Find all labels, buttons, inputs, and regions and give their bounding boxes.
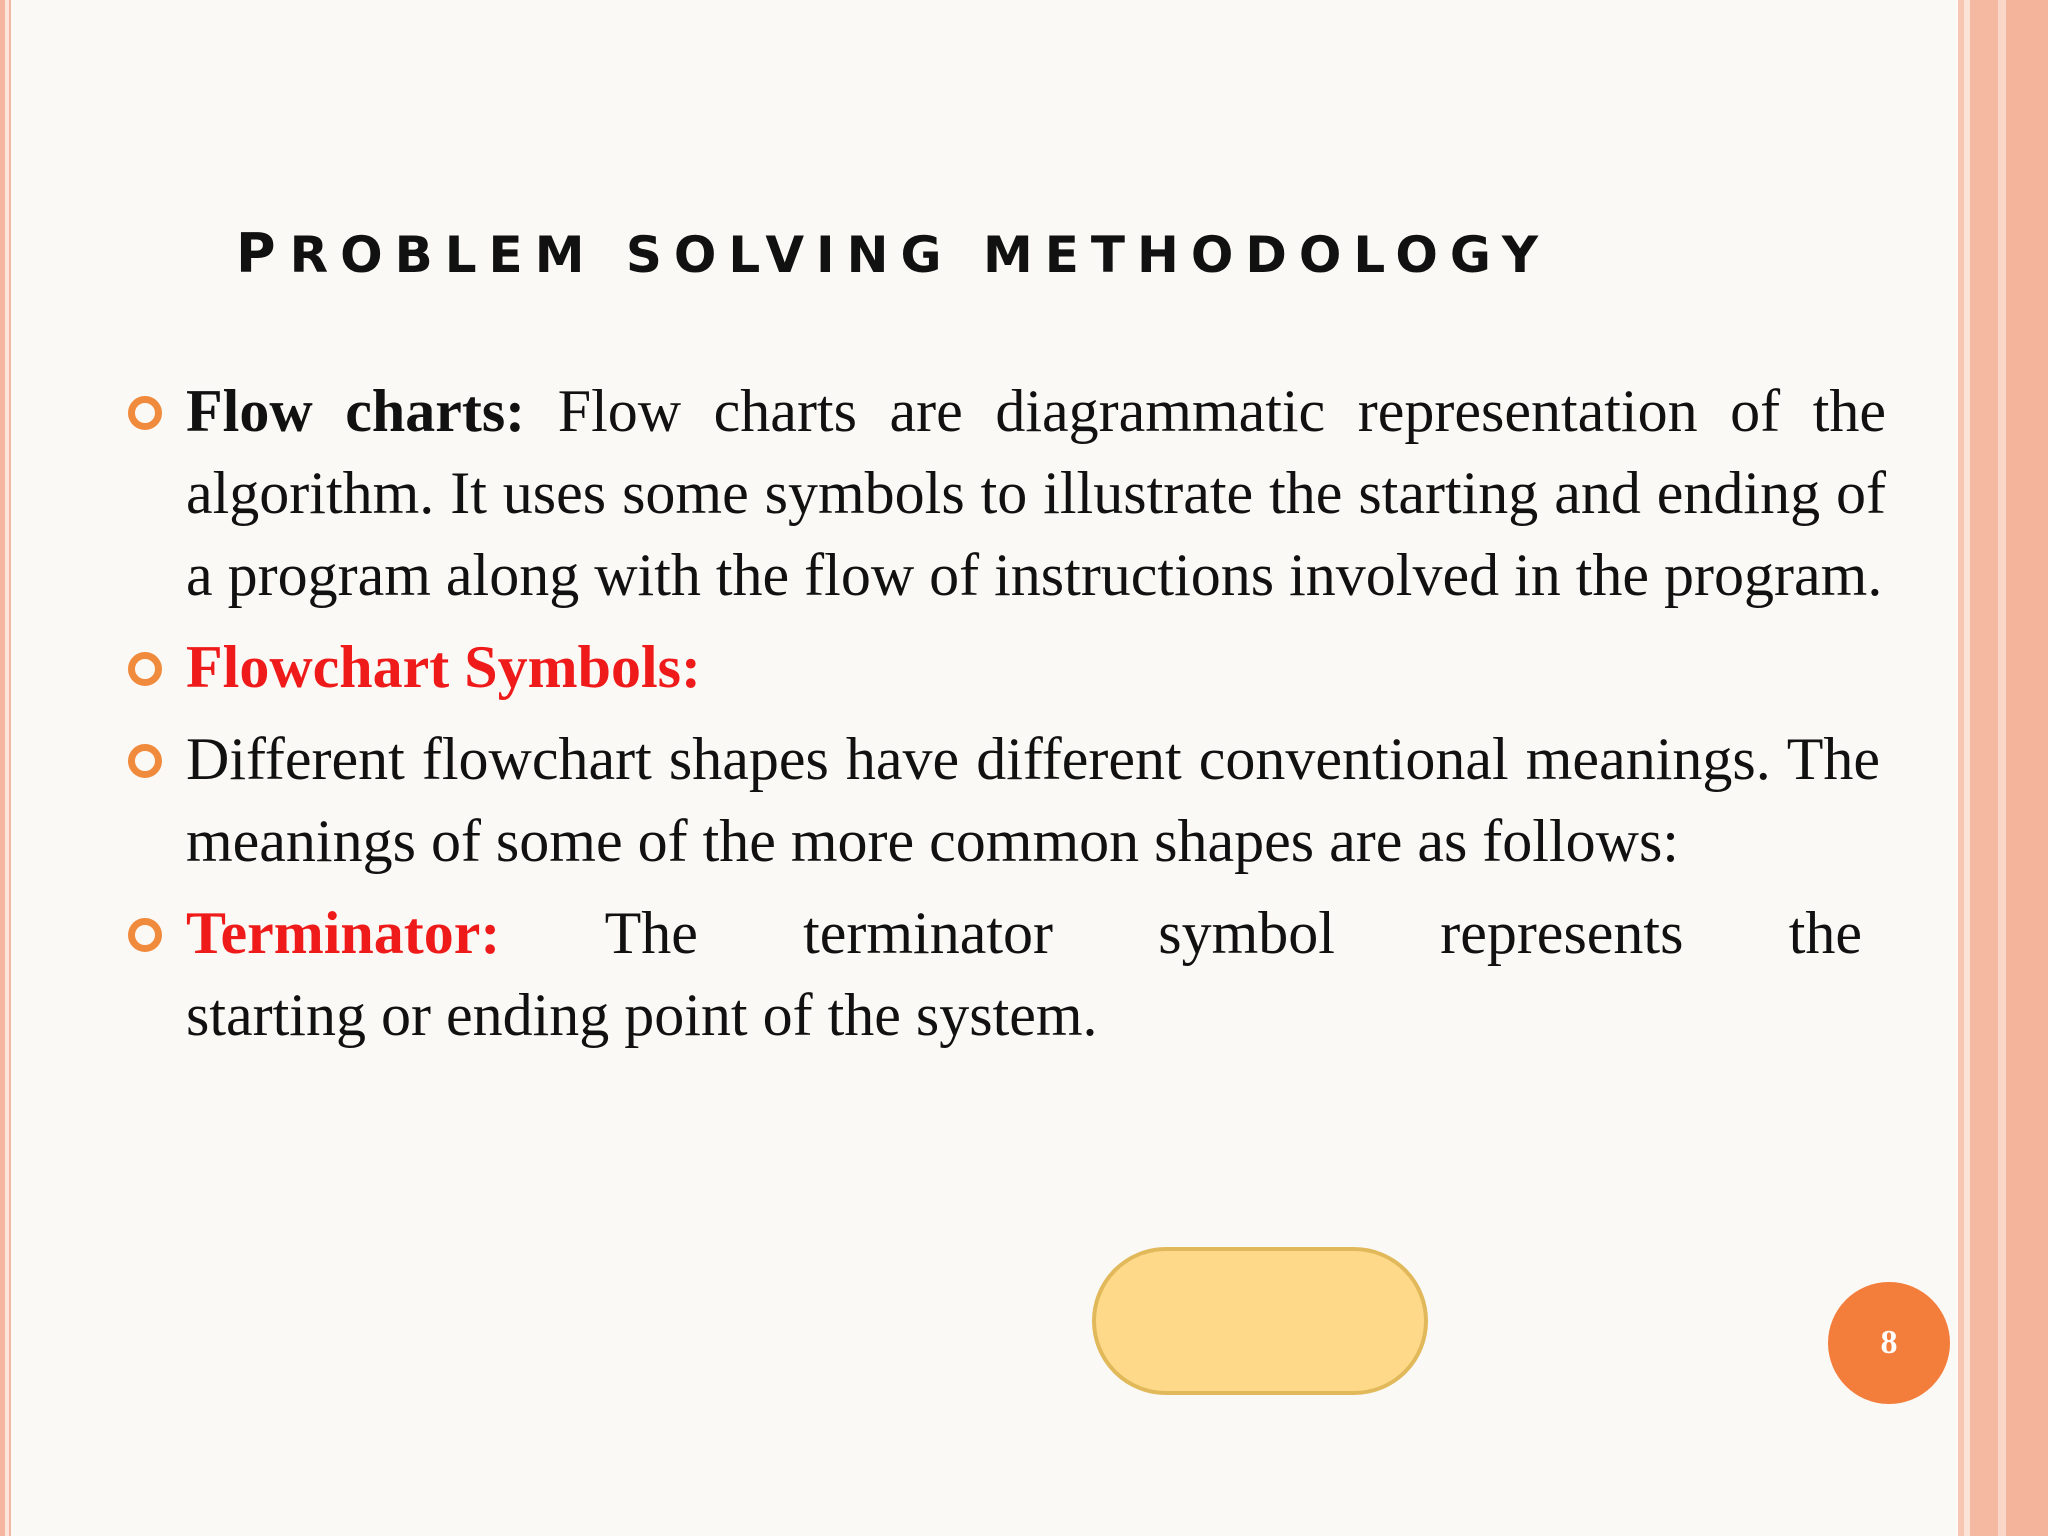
- terminator-term: Terminator:: [186, 900, 501, 966]
- different-shapes-text: Different flowchart shapes have different conventional meanings. The meanings of some of the more common shapes are as follows:: [186, 726, 1880, 874]
- bullet-flow-charts: [120, 370, 1886, 616]
- terminator-line-1: [186, 892, 1862, 974]
- title-first-letter: P: [236, 222, 290, 285]
- flow-charts-term: Flow charts:: [186, 378, 526, 444]
- right-decorative-border: [1958, 0, 2048, 1536]
- flowchart-symbols-heading: Flowchart Symbols:: [186, 634, 701, 700]
- bullet-different-shapes: [120, 718, 1880, 882]
- bullet-terminator: [120, 892, 1862, 1056]
- bullet-flowchart-symbols: [120, 626, 1770, 708]
- flow-charts-description: Flow charts are diagrammatic representation of the algorithm. It uses some symbols to illustrate the starting and ending of a program along with the flow of instructions involved in the program.: [186, 378, 1887, 608]
- bullet-circle-icon: [128, 744, 162, 778]
- slide-content: [120, 370, 1887, 1056]
- page-number-badge: 8: [1828, 1282, 1950, 1404]
- bullet-circle-icon: [128, 918, 162, 952]
- bullet-circle-icon: [128, 396, 162, 430]
- title-rest: ROBLEM SOLVING METHODOLOGY: [289, 226, 1551, 284]
- slide-title: [236, 222, 1550, 285]
- left-decorative-border: [0, 0, 18, 1536]
- terminator-description-1: The terminator symbol represents the: [500, 900, 1862, 966]
- terminator-oval-icon: [1090, 1245, 1430, 1397]
- bullet-circle-icon: [128, 652, 162, 686]
- terminator-line-2: starting or ending point of the system.: [186, 982, 1098, 1048]
